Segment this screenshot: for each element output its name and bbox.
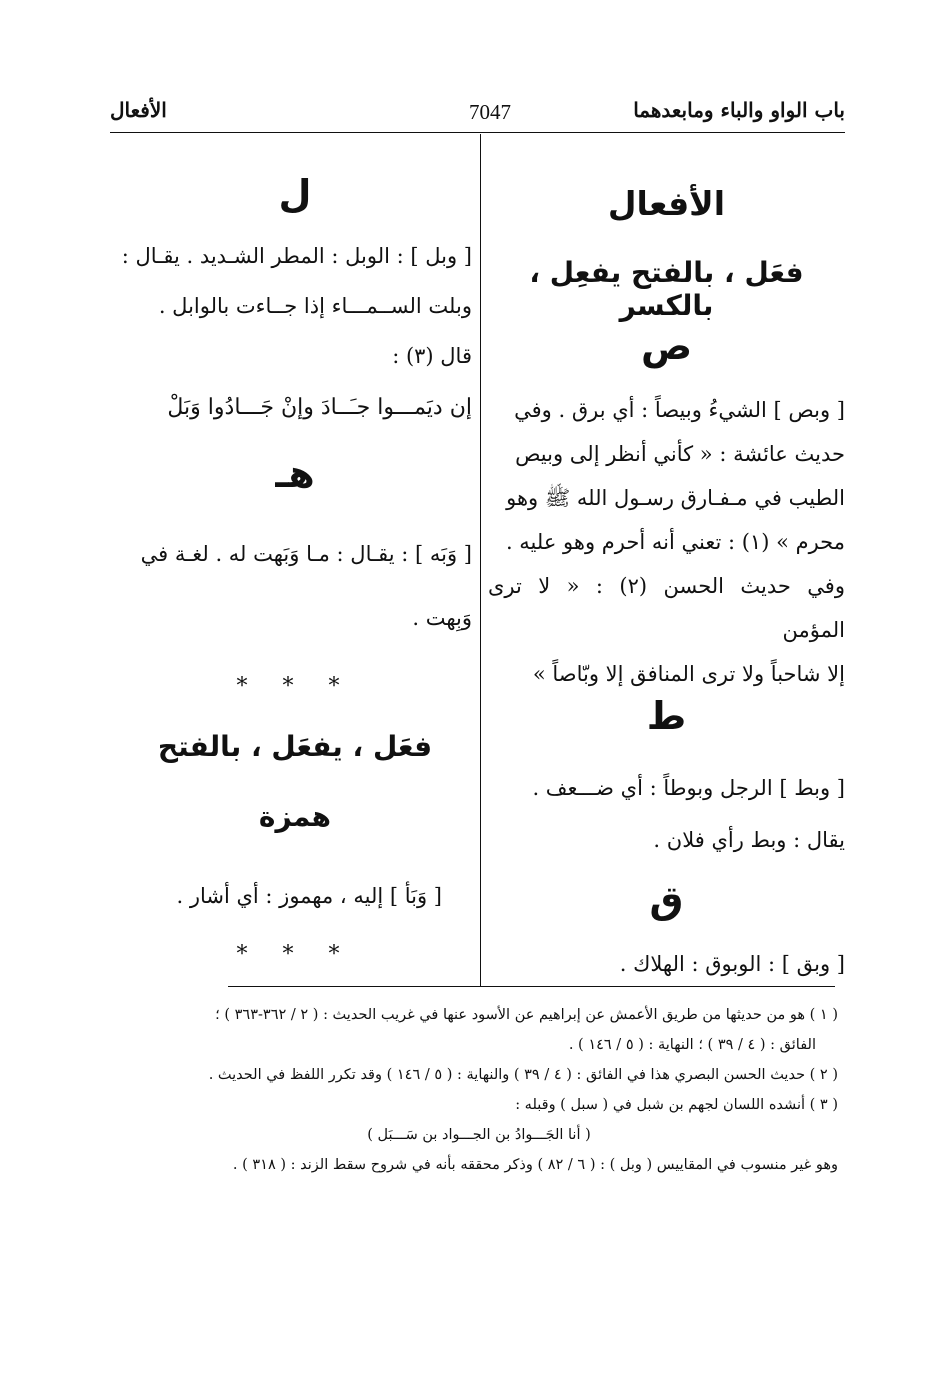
- column-title: الأفعال: [607, 184, 726, 223]
- chapter-title: باب الواو والباء ومابعدهما: [633, 98, 845, 122]
- page-number: 7047: [469, 100, 511, 124]
- verb-pattern-heading-2: فعَل ، يفعَل ، بالفتح: [157, 730, 433, 763]
- footnote-rule: [228, 986, 835, 987]
- letter-heading-hamza: همزة: [258, 800, 332, 833]
- entry-line: [ وبل ] : الوبل : المطر الشـديد . يقـال :: [121, 244, 472, 268]
- entry-line: وفي حديث الحسن (٢) : « لا ترى المؤمن: [488, 574, 845, 642]
- verse-line: إن ديَمـــوا جـَــادَ وإنْ جَـــادُوا وَبَلْ: [167, 395, 472, 420]
- entry-line: حديث عائشة : « كأني أنظر إلى وبيص: [515, 442, 845, 466]
- section-title: الأفعال: [110, 98, 167, 122]
- entry-wabaq: [488, 942, 845, 986]
- entry-wabal: [118, 234, 472, 378]
- entry-line: يقال : وبط رأي فلان .: [653, 828, 845, 852]
- letter-heading-ha: هـ: [275, 452, 315, 496]
- entry-wabah: [118, 532, 472, 640]
- entry-wabat: [488, 766, 845, 862]
- letter-heading-lam: ل: [278, 172, 312, 216]
- footnote-3-verse: ( أنا الجَـــوادُ بن الجـــواد بن سَـــبَل ): [367, 1127, 591, 1143]
- entry-line: وبلت الســمـــاء إذا جــاءت بالوابل .: [158, 294, 472, 318]
- entry-line: الطيب في مـفـارق رسـول الله ﷺ وهو: [506, 486, 845, 510]
- letter-heading-qaf: ق: [649, 878, 684, 922]
- entry-waba: [118, 874, 472, 918]
- entry-line: [ وبق ] : الوبوق : الهلاك .: [619, 952, 845, 976]
- footnotes: [120, 1000, 838, 1180]
- running-header: [110, 92, 845, 132]
- footnote-3: ( ٣ ) أنشده اللسان لجهم بن شبل في ( سبل ) وقبله :: [515, 1097, 838, 1113]
- entry-line: محرم » (١) : تعني أنه أحرم وهو عليه .: [505, 530, 845, 554]
- footnote-1-cont: الفائق : ( ٤ / ٣٩ ) ؛ النهاية : ( ٥ / ١٤٦ ) .: [568, 1037, 816, 1053]
- entry-line: [ وبص ] الشيءُ وبيصاً : أي برق . وفي: [514, 398, 845, 422]
- entry-line: إلا شاحباً ولا ترى المنافق إلا وبّاصاً »: [532, 662, 845, 686]
- column-divider: [480, 134, 481, 986]
- entry-line: [ وَبَأ ] إليه ، مهموز : أي أشار .: [176, 884, 442, 908]
- entry-line: [ وَبَه ] : يقـال : مـا وَبَهت له . لغـة في: [140, 542, 472, 566]
- verb-pattern-heading: فعَل ، بالفتح يفعِل ، بالكسر: [529, 256, 804, 322]
- poetry-verse: [118, 386, 472, 430]
- entry-line: [ وبط ] الرجل وبوطاً : أي ضـــعف .: [532, 776, 845, 800]
- footnote-3-cont: وهو غير منسوب في المقاييس ( وبل ) : ( ٦ / ٨٢ ) وذكر محققه بأنه في شروح سقط الزند : ( ٣١٨ ) .: [232, 1157, 838, 1173]
- section-separator-stars: * * *: [236, 674, 354, 699]
- footnote-2: ( ٢ ) حديث الحسن البصري هذا في الفائق : ( ٤ / ٣٩ ) والنهاية : ( ٥ / ١٤٦ ) وقد تكرر اللفظ في الحديث .: [208, 1067, 838, 1083]
- entry-line: قال (٣) :: [392, 344, 472, 368]
- header-rule: [110, 132, 845, 133]
- section-separator-stars-2: * * *: [236, 942, 354, 967]
- letter-heading-sad: ص: [640, 324, 693, 368]
- footnote-1: ( ١ ) هو من حديثها من طريق الأعمش عن إبراهيم عن الأسود عنها في غريب الحديث : ( ٢ / ٣٦٢-٣٦٣ ) ؛: [215, 1007, 838, 1023]
- letter-heading-ta: ط: [646, 694, 687, 738]
- entry-wabas: [488, 388, 845, 696]
- entry-line: وَبِهت .: [412, 606, 472, 630]
